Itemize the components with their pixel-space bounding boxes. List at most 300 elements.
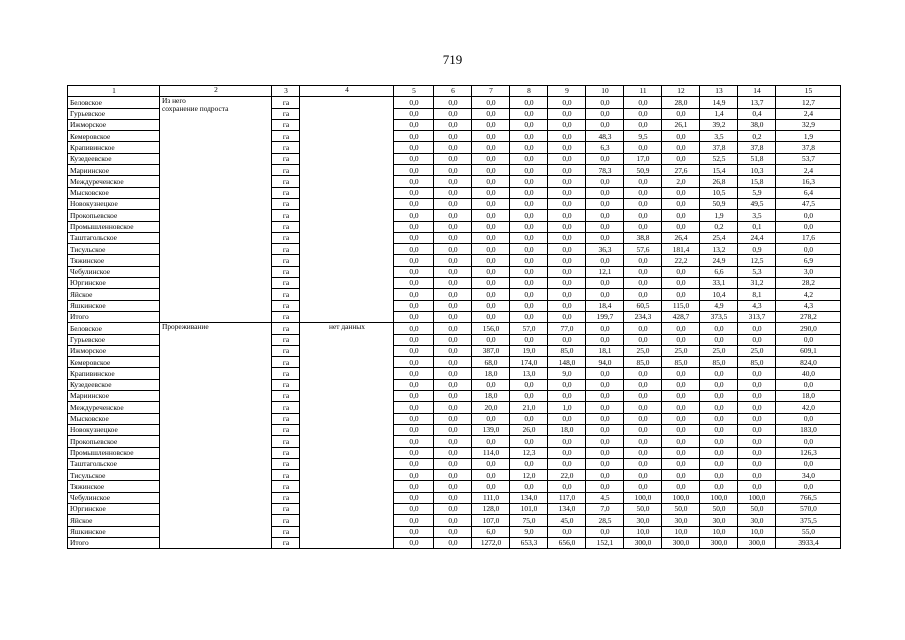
value-cell: 33,1 (700, 278, 738, 289)
value-cell: 653,3 (510, 537, 548, 548)
value-cell: 4,3 (738, 300, 776, 311)
value-cell: 12,5 (738, 255, 776, 266)
district-cell: Ижморское (68, 119, 160, 130)
district-cell: Мысковское (68, 413, 160, 424)
value-cell: 0,0 (434, 131, 472, 142)
value-cell: 0,0 (662, 481, 700, 492)
unit-cell: га (272, 391, 300, 402)
district-cell: Крапивинское (68, 142, 160, 153)
district-cell: Мариинское (68, 165, 160, 176)
value-cell: 128,0 (472, 503, 510, 514)
unit-cell: га (272, 232, 300, 243)
value-cell: 18,0 (472, 368, 510, 379)
unit-cell: га (272, 334, 300, 345)
unit-cell: га (272, 187, 300, 198)
value-cell: 278,2 (776, 311, 841, 322)
value-cell: 37,8 (738, 142, 776, 153)
header-cell: 13 (700, 86, 738, 97)
value-cell: 0,0 (394, 142, 434, 153)
value-cell: 0,2 (738, 131, 776, 142)
value-cell: 0,0 (434, 492, 472, 503)
district-cell: Кузедеевское (68, 379, 160, 390)
value-cell: 0,0 (586, 424, 624, 435)
value-cell: 0,0 (434, 481, 472, 492)
value-cell: 0,0 (434, 210, 472, 221)
unit-cell: га (272, 458, 300, 469)
value-cell: 0,0 (472, 187, 510, 198)
value-cell: 18,0 (472, 391, 510, 402)
district-cell: Тяжинское (68, 255, 160, 266)
district-cell: Промышленновское (68, 447, 160, 458)
unit-cell: га (272, 221, 300, 232)
value-cell: 609,1 (776, 345, 841, 356)
value-cell: 0,0 (548, 379, 586, 390)
unit-cell: га (272, 402, 300, 413)
value-cell: 38,0 (738, 119, 776, 130)
unit-cell: га (272, 97, 300, 108)
header-cell: 1 (68, 86, 160, 97)
value-cell: 0,0 (586, 368, 624, 379)
unit-cell: га (272, 515, 300, 526)
value-cell: 0,0 (472, 311, 510, 322)
value-cell: 0,0 (434, 413, 472, 424)
value-cell: 12,3 (510, 447, 548, 458)
value-cell: 0,1 (738, 221, 776, 232)
unit-cell: га (272, 165, 300, 176)
value-cell: 0,0 (738, 447, 776, 458)
value-cell: 57,6 (624, 244, 662, 255)
value-cell: 766,5 (776, 492, 841, 503)
value-cell: 290,0 (776, 323, 841, 334)
value-cell: 22,2 (662, 255, 700, 266)
value-cell: 0,0 (624, 255, 662, 266)
value-cell: 6,9 (776, 255, 841, 266)
district-cell: Крапивинское (68, 368, 160, 379)
value-cell: 0,0 (548, 289, 586, 300)
value-cell: 0,0 (548, 334, 586, 345)
value-cell: 0,0 (548, 255, 586, 266)
district-cell: Юргинское (68, 278, 160, 289)
value-cell: 0,0 (510, 255, 548, 266)
value-cell: 373,5 (700, 311, 738, 322)
value-cell: 0,0 (394, 221, 434, 232)
value-cell: 0,0 (510, 165, 548, 176)
value-cell: 0,0 (586, 289, 624, 300)
value-cell: 0,0 (394, 255, 434, 266)
value-cell: 0,0 (434, 447, 472, 458)
value-cell: 25,0 (624, 345, 662, 356)
value-cell: 0,0 (394, 266, 434, 277)
unit-cell: га (272, 244, 300, 255)
district-cell: Чебулинское (68, 492, 160, 503)
value-cell: 34,0 (776, 470, 841, 481)
district-cell: Беловское (68, 323, 160, 334)
unit-cell: га (272, 503, 300, 514)
value-cell: 0,0 (510, 391, 548, 402)
district-cell: Тисульское (68, 470, 160, 481)
value-cell: 0,0 (510, 458, 548, 469)
value-cell: 0,0 (700, 391, 738, 402)
value-cell: 0,0 (394, 379, 434, 390)
value-cell: 0,0 (472, 142, 510, 153)
value-cell: 85,0 (662, 357, 700, 368)
value-cell: 0,0 (700, 447, 738, 458)
value-cell: 0,0 (700, 436, 738, 447)
value-cell: 0,0 (548, 176, 586, 187)
value-cell: 0,0 (586, 278, 624, 289)
value-cell: 375,5 (776, 515, 841, 526)
value-cell: 0,0 (434, 153, 472, 164)
value-cell: 5,3 (738, 266, 776, 277)
value-cell: 0,0 (434, 368, 472, 379)
value-cell: 0,0 (548, 165, 586, 176)
value-cell: 0,0 (472, 470, 510, 481)
value-cell: 4,5 (586, 492, 624, 503)
value-cell: 0,0 (394, 323, 434, 334)
value-cell: 0,0 (624, 413, 662, 424)
table-row (68, 323, 841, 334)
value-cell: 27,6 (662, 165, 700, 176)
district-cell: Кемеровское (68, 357, 160, 368)
value-cell: 0,0 (434, 244, 472, 255)
value-cell: 78,3 (586, 165, 624, 176)
value-cell: 10,0 (624, 526, 662, 537)
value-cell: 0,0 (548, 311, 586, 322)
district-cell: Прокопьевское (68, 436, 160, 447)
unit-cell: га (272, 323, 300, 334)
value-cell: 31,2 (738, 278, 776, 289)
value-cell: 0,0 (394, 413, 434, 424)
value-cell: 39,2 (700, 119, 738, 130)
value-cell: 0,0 (738, 413, 776, 424)
value-cell: 36,3 (586, 244, 624, 255)
value-cell: 0,0 (394, 368, 434, 379)
value-cell: 25,0 (662, 345, 700, 356)
value-cell: 0,0 (548, 413, 586, 424)
value-cell: 174,0 (510, 357, 548, 368)
value-cell: 148,0 (548, 357, 586, 368)
value-cell: 12,7 (776, 97, 841, 108)
value-cell: 20,0 (472, 402, 510, 413)
note-cell (300, 97, 394, 323)
value-cell: 199,7 (586, 311, 624, 322)
value-cell: 0,0 (586, 153, 624, 164)
value-cell: 0,0 (700, 368, 738, 379)
unit-cell: га (272, 255, 300, 266)
value-cell: 0,0 (662, 391, 700, 402)
value-cell: 0,0 (586, 210, 624, 221)
value-cell: 26,4 (662, 232, 700, 243)
value-cell: 181,4 (662, 244, 700, 255)
value-cell: 37,8 (776, 142, 841, 153)
value-cell: 300,0 (624, 537, 662, 548)
data-table (67, 85, 841, 549)
district-cell: Тяжинское (68, 481, 160, 492)
value-cell: 48,3 (586, 131, 624, 142)
value-cell: 3,5 (738, 210, 776, 221)
value-cell: 0,0 (510, 153, 548, 164)
value-cell: 0,0 (776, 436, 841, 447)
value-cell: 4,2 (776, 289, 841, 300)
value-cell: 0,0 (738, 424, 776, 435)
value-cell: 0,0 (586, 334, 624, 345)
value-cell: 0,0 (434, 526, 472, 537)
value-cell: 0,0 (662, 198, 700, 209)
value-cell: 50,0 (700, 503, 738, 514)
value-cell: 0,0 (586, 458, 624, 469)
district-cell: Мариинское (68, 391, 160, 402)
value-cell: 26,8 (700, 176, 738, 187)
value-cell: 0,0 (738, 334, 776, 345)
value-cell: 387,0 (472, 345, 510, 356)
value-cell: 6,4 (776, 187, 841, 198)
value-cell: 0,0 (624, 278, 662, 289)
district-cell: Яйское (68, 289, 160, 300)
value-cell: 139,0 (472, 424, 510, 435)
value-cell: 37,8 (700, 142, 738, 153)
header-cell: 6 (434, 86, 472, 97)
value-cell: 18,0 (548, 424, 586, 435)
value-cell: 0,0 (510, 334, 548, 345)
value-cell: 570,0 (776, 503, 841, 514)
value-cell: 0,0 (700, 424, 738, 435)
value-cell: 0,0 (434, 357, 472, 368)
value-cell: 0,0 (472, 232, 510, 243)
value-cell: 30,0 (700, 515, 738, 526)
value-cell: 0,0 (662, 334, 700, 345)
value-cell: 0,0 (394, 198, 434, 209)
value-cell: 0,0 (776, 413, 841, 424)
value-cell: 115,0 (662, 300, 700, 311)
value-cell: 0,0 (548, 108, 586, 119)
value-cell: 0,0 (434, 379, 472, 390)
value-cell: 0,0 (548, 153, 586, 164)
value-cell: 0,0 (586, 481, 624, 492)
value-cell: 0,0 (624, 323, 662, 334)
value-cell: 0,0 (662, 368, 700, 379)
unit-cell: га (272, 119, 300, 130)
value-cell: 100,0 (624, 492, 662, 503)
value-cell: 24,4 (738, 232, 776, 243)
value-cell: 0,0 (472, 379, 510, 390)
value-cell: 0,0 (394, 97, 434, 108)
unit-cell: га (272, 300, 300, 311)
value-cell: 0,0 (434, 255, 472, 266)
value-cell: 9,5 (624, 131, 662, 142)
value-cell: 234,3 (624, 311, 662, 322)
measure-cell (160, 323, 272, 549)
value-cell: 0,0 (434, 402, 472, 413)
value-cell: 0,0 (624, 108, 662, 119)
value-cell: 101,0 (510, 503, 548, 514)
value-cell: 1,9 (776, 131, 841, 142)
value-cell: 9,0 (548, 368, 586, 379)
unit-cell: га (272, 436, 300, 447)
header-cell: 9 (548, 86, 586, 97)
value-cell: 8,1 (738, 289, 776, 300)
value-cell: 17,0 (624, 153, 662, 164)
unit-cell: га (272, 266, 300, 277)
unit-cell: га (272, 108, 300, 119)
district-cell: Мысковское (68, 187, 160, 198)
value-cell: 0,0 (738, 379, 776, 390)
value-cell: 10,5 (700, 187, 738, 198)
value-cell: 0,0 (434, 503, 472, 514)
value-cell: 0,0 (624, 458, 662, 469)
district-cell: Гурьевское (68, 108, 160, 119)
value-cell: 0,0 (434, 323, 472, 334)
value-cell: 0,0 (548, 210, 586, 221)
unit-cell: га (272, 357, 300, 368)
value-cell: 25,0 (738, 345, 776, 356)
value-cell: 0,0 (434, 97, 472, 108)
value-cell: 0,0 (434, 176, 472, 187)
measure-label: сохранение подроста (162, 103, 229, 113)
value-cell: 0,0 (548, 300, 586, 311)
header-row (68, 86, 841, 97)
value-cell: 0,0 (472, 176, 510, 187)
value-cell: 28,2 (776, 278, 841, 289)
value-cell: 0,0 (394, 345, 434, 356)
value-cell: 0,0 (472, 334, 510, 345)
value-cell: 0,0 (624, 368, 662, 379)
value-cell: 0,0 (394, 402, 434, 413)
value-cell: 0,0 (394, 526, 434, 537)
value-cell: 0,0 (662, 210, 700, 221)
value-cell: 0,0 (510, 176, 548, 187)
value-cell: 0,0 (700, 323, 738, 334)
value-cell: 0,0 (510, 300, 548, 311)
unit-cell: га (272, 176, 300, 187)
value-cell: 0,0 (738, 481, 776, 492)
value-cell: 25,0 (700, 345, 738, 356)
value-cell: 0,0 (624, 447, 662, 458)
value-cell: 30,0 (738, 515, 776, 526)
value-cell: 300,0 (738, 537, 776, 548)
value-cell: 134,0 (548, 503, 586, 514)
unit-cell: га (272, 379, 300, 390)
value-cell: 77,0 (548, 323, 586, 334)
value-cell: 30,0 (662, 515, 700, 526)
value-cell: 0,0 (586, 232, 624, 243)
value-cell: 17,6 (776, 232, 841, 243)
value-cell: 0,0 (624, 176, 662, 187)
value-cell: 0,0 (662, 108, 700, 119)
value-cell: 4,9 (700, 300, 738, 311)
value-cell: 0,0 (548, 221, 586, 232)
value-cell: 0,0 (510, 413, 548, 424)
unit-cell: га (272, 481, 300, 492)
value-cell: 3,0 (776, 266, 841, 277)
district-cell: Новокузнецкое (68, 198, 160, 209)
value-cell: 15,4 (700, 165, 738, 176)
value-cell: 152,1 (586, 537, 624, 548)
value-cell: 0,0 (434, 300, 472, 311)
value-cell: 24,9 (700, 255, 738, 266)
value-cell: 2,0 (662, 176, 700, 187)
value-cell: 0,0 (662, 323, 700, 334)
value-cell: 2,4 (776, 108, 841, 119)
value-cell: 0,0 (510, 481, 548, 492)
value-cell: 0,0 (662, 221, 700, 232)
value-cell: 0,0 (662, 470, 700, 481)
district-cell: Таштагольское (68, 232, 160, 243)
district-cell: Беловское (68, 97, 160, 108)
district-cell: Яшкинское (68, 300, 160, 311)
value-cell: 0,0 (662, 142, 700, 153)
value-cell: 45,0 (548, 515, 586, 526)
value-cell: 0,0 (394, 458, 434, 469)
unit-cell: га (272, 278, 300, 289)
district-cell: Тисульское (68, 244, 160, 255)
value-cell: 126,3 (776, 447, 841, 458)
value-cell: 0,0 (586, 108, 624, 119)
value-cell: 0,0 (662, 402, 700, 413)
value-cell: 0,0 (394, 187, 434, 198)
value-cell: 0,0 (510, 198, 548, 209)
value-cell: 0,0 (394, 470, 434, 481)
value-cell: 0,0 (700, 379, 738, 390)
value-cell: 51,8 (738, 153, 776, 164)
district-cell: Яйское (68, 515, 160, 526)
value-cell: 14,9 (700, 97, 738, 108)
value-cell: 0,0 (586, 470, 624, 481)
value-cell: 0,0 (510, 436, 548, 447)
value-cell: 0,0 (662, 424, 700, 435)
value-cell: 0,0 (394, 515, 434, 526)
value-cell: 0,0 (434, 232, 472, 243)
value-cell: 0,0 (510, 244, 548, 255)
value-cell: 0,0 (434, 266, 472, 277)
value-cell: 12,0 (510, 470, 548, 481)
value-cell: 0,0 (548, 436, 586, 447)
district-cell: Гурьевское (68, 334, 160, 345)
value-cell: 55,0 (776, 526, 841, 537)
value-cell: 0,0 (510, 97, 548, 108)
value-cell: 85,0 (700, 357, 738, 368)
header-cell: 4 (300, 86, 394, 97)
value-cell: 0,0 (700, 402, 738, 413)
value-cell: 53,7 (776, 153, 841, 164)
value-cell: 0,0 (472, 458, 510, 469)
value-cell: 0,0 (738, 402, 776, 413)
value-cell: 0,0 (394, 244, 434, 255)
value-cell: 0,0 (394, 311, 434, 322)
value-cell: 0,0 (662, 289, 700, 300)
value-cell: 0,0 (624, 391, 662, 402)
value-cell: 50,0 (662, 503, 700, 514)
value-cell: 32,9 (776, 119, 841, 130)
value-cell: 0,0 (510, 278, 548, 289)
value-cell: 0,0 (548, 526, 586, 537)
value-cell: 300,0 (662, 537, 700, 548)
district-cell: Чебулинское (68, 266, 160, 277)
value-cell: 0,0 (472, 255, 510, 266)
value-cell: 0,0 (472, 289, 510, 300)
value-cell: 0,0 (776, 334, 841, 345)
value-cell: 12,1 (586, 266, 624, 277)
value-cell: 21,0 (510, 402, 548, 413)
value-cell: 0,0 (394, 447, 434, 458)
value-cell: 0,0 (434, 334, 472, 345)
value-cell: 60,5 (624, 300, 662, 311)
value-cell: 0,0 (586, 119, 624, 130)
value-cell: 0,0 (776, 244, 841, 255)
value-cell: 0,0 (472, 97, 510, 108)
unit-cell: га (272, 289, 300, 300)
value-cell: 0,0 (394, 289, 434, 300)
value-cell: 0,0 (434, 515, 472, 526)
